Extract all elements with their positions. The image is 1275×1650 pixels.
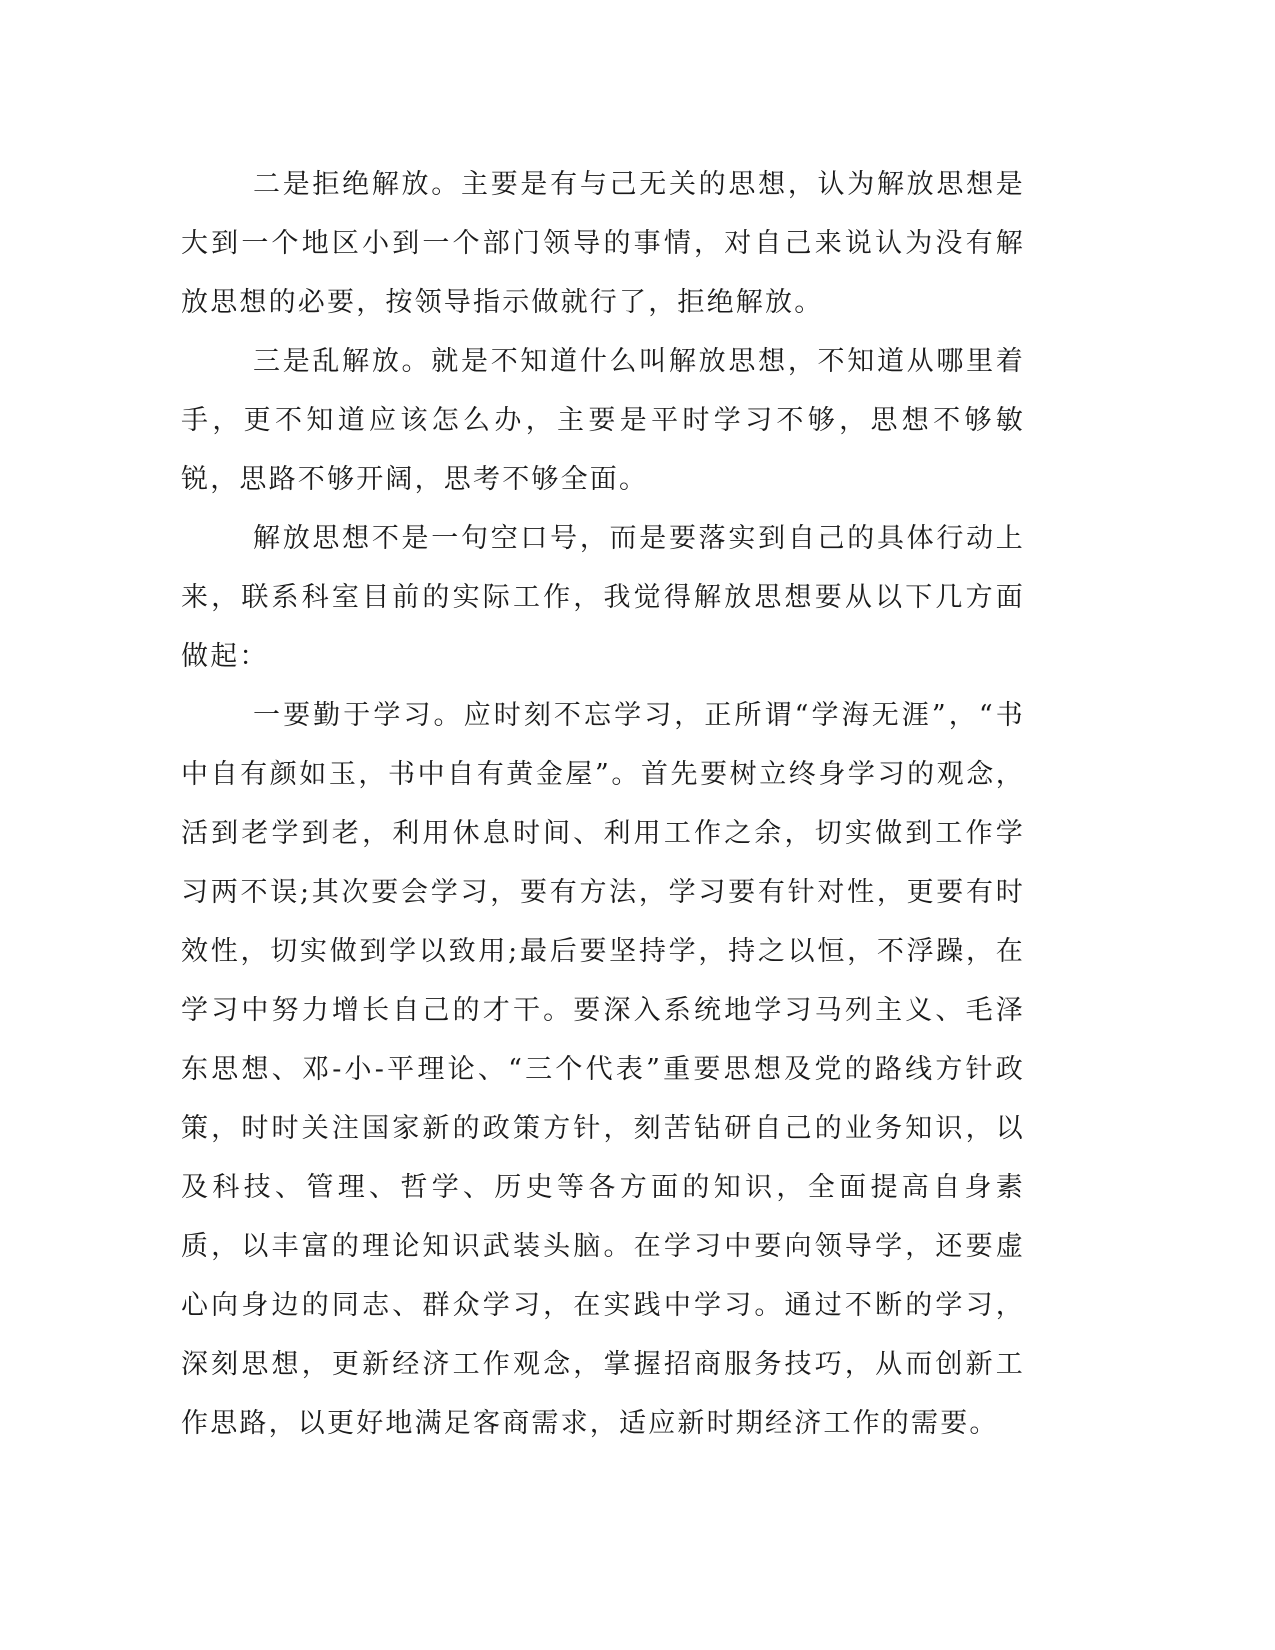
paragraph-chaotic-liberation: 三是乱解放。就是不知道什么叫解放思想，不知道从哪里着手，更不知道应该怎么办，主要是平时学习不够，思想不够敏锐，思路不够开阔，思考不够全面。 [181,346,1025,495]
paragraph-liberation-action: 解放思想不是一句空口号，而是要落实到自己的具体行动上来，联系科室目前的实际工作，我觉得解放思想要从以下几方面做起： [181,523,1025,672]
document-body [181,155,1025,1453]
paragraph-refuse-liberation: 二是拒绝解放。主要是有与己无关的思想，认为解放思想是大到一个地区小到一个部门领导的事情，对自己来说认为没有解放思想的必要，按领导指示做就行了，拒绝解放。 [181,169,1025,318]
paragraph-diligent-learning: 一要勤于学习。应时刻不忘学习，正所谓“学海无涯”，“书中自有颜如玉，书中自有黄金屋”。首先要树立终身学习的观念，活到老学到老，利用休息时间、利用工作之余，切实做到工作学习两不误;其次要会学习，要有方法，学习要有针对性，更要有时效性，切实做到学以致用;最后要坚持学，持之以恒，不浮躁，在学习中努力增长自己的才干。要深入系统地学习马列主义、毛泽东思想、邓-小-平理论、“三个代表”重要思想及党的路线方针政策，时时关注国家新的政策方针，刻苦钻研自己的业务知识，以及科技、管理、哲学、历史等各方面的知识，全面提高自身素质，以丰富的理论知识武装头脑。在学习中要向领导学，还要虚心向身边的同志、群众学习，在实践中学习。通过不断的学习，深刻思想，更新经济工作观念，掌握招商服务技巧，从而创新工作思路，以更好地满足客商需求，适应新时期经济工作的需要。 [181,700,1025,1439]
